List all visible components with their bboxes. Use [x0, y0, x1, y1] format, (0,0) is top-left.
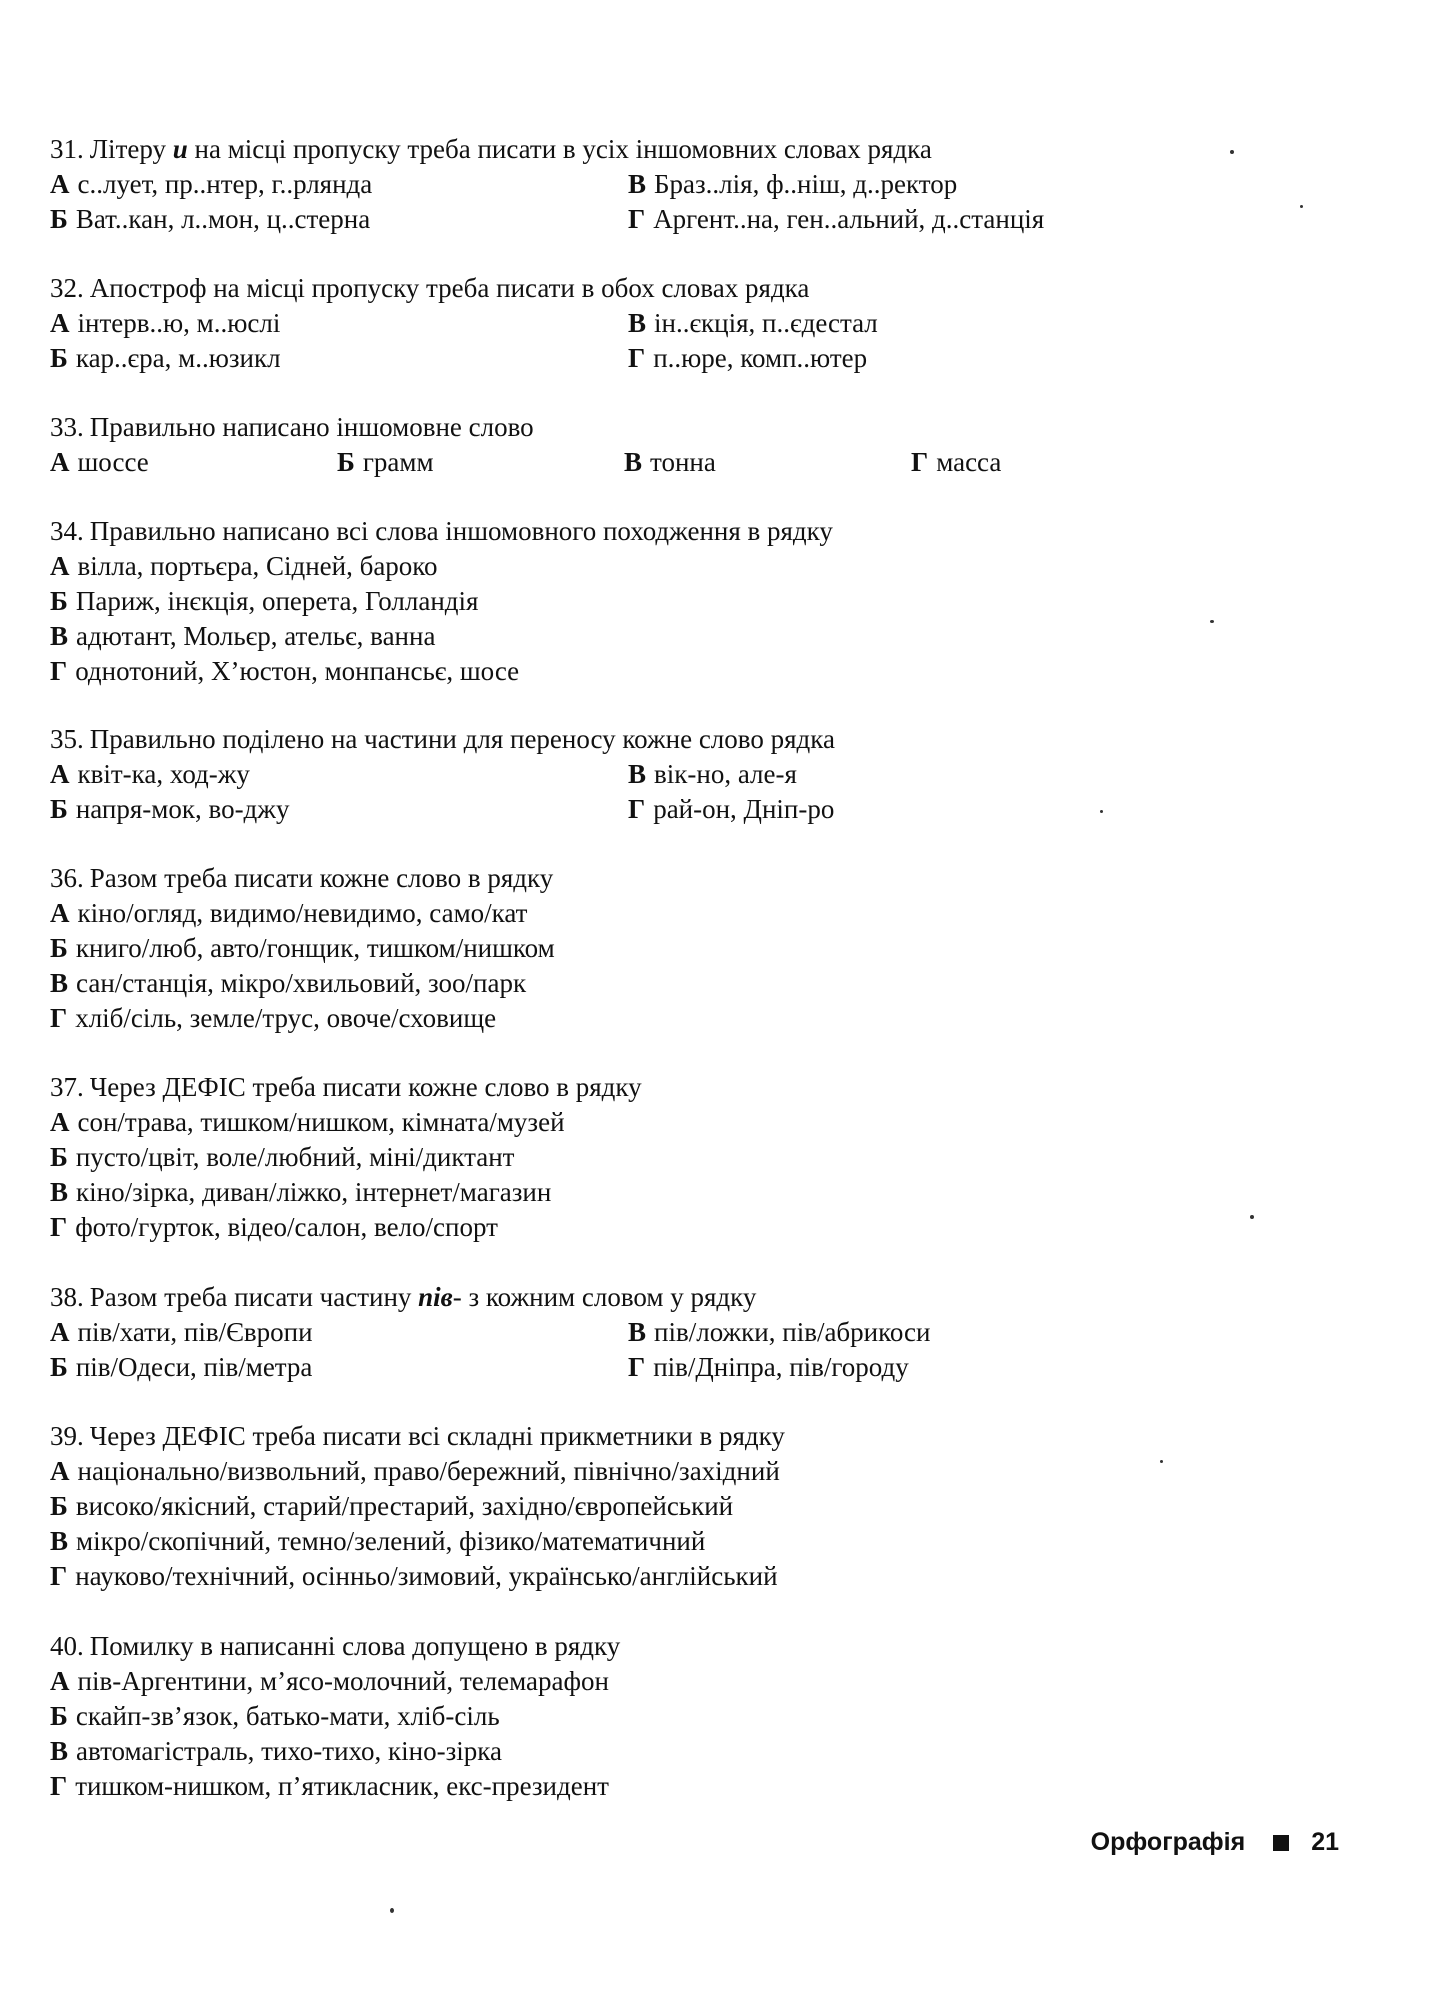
- question-number: 36.: [50, 863, 84, 893]
- question-40: [50, 1629, 1400, 1804]
- question-38: [50, 1280, 1400, 1385]
- answer-option: В тонна: [624, 447, 716, 477]
- answer-option: В вік-но, але-я: [628, 759, 797, 789]
- question-number: 33.: [50, 412, 84, 442]
- question-37: [50, 1070, 1400, 1245]
- question-number: 40.: [50, 1631, 84, 1661]
- square-bullet-icon: [1273, 1835, 1289, 1851]
- question-36: [50, 861, 1400, 1036]
- question-number: 32.: [50, 273, 84, 303]
- answer-option: А національно/визвольний, право/бережний, північно/західний: [50, 1456, 780, 1486]
- answer-option: Г масса: [911, 447, 1002, 477]
- question-stem: 32. Апостроф на місці пропуску треба писати в обох словах рядка: [50, 273, 810, 303]
- answer-option: А сон/трава, тишком/нишком, кімната/музей: [50, 1107, 565, 1137]
- answer-option: В адютант, Мольєр, ательє, ванна: [50, 621, 436, 651]
- question-39: [50, 1419, 1400, 1594]
- answer-option: Б пів/Одеси, пів/метра: [50, 1352, 313, 1382]
- answer-option: А кіно/огляд, видимо/невидимо, само/кат: [50, 898, 528, 928]
- answer-option: Б книго/люб, авто/гонщик, тишком/нишком: [50, 933, 555, 963]
- page-number: 21: [1311, 1828, 1339, 1856]
- question-number: 35.: [50, 724, 84, 754]
- question-stem: 37. Через ДЕФІС треба писати кожне слово в рядку: [50, 1072, 642, 1102]
- emphasized-prefix: пів: [418, 1282, 453, 1312]
- question-stem: 33. Правильно написано іншомовне слово: [50, 412, 534, 442]
- answer-option: Б скайп-зв’язок, батько-мати, хліб-сіль: [50, 1701, 500, 1731]
- answer-option: А пів-Аргентини, м’ясо-молочний, телемарафон: [50, 1666, 609, 1696]
- question-number: 34.: [50, 516, 84, 546]
- question-32: [50, 271, 1400, 376]
- answer-option: А вілла, портьєра, Сідней, бароко: [50, 551, 438, 581]
- question-stem: 39. Через ДЕФІС треба писати всі складні прикметники в рядку: [50, 1421, 785, 1451]
- question-number: 37.: [50, 1072, 84, 1102]
- section-title: Орфографія: [1090, 1828, 1246, 1856]
- answer-option: В мікро/скопічний, темно/зелений, фізико/математичний: [50, 1526, 706, 1556]
- question-stem: 34. Правильно написано всі слова іншомовного походження в рядку: [50, 516, 833, 546]
- answer-option: В Браз..лія, ф..ніш, д..ректор: [628, 169, 958, 199]
- answer-option: Б високо/якісний, старий/престарий, західно/європейський: [50, 1491, 734, 1521]
- answer-option: Б Ват..кан, л..мон, ц..стерна: [50, 204, 371, 234]
- question-34: [50, 514, 1400, 689]
- scan-speck: [1230, 150, 1234, 154]
- answer-option: Г Аргент..на, ген..альний, д..станція: [628, 204, 1045, 234]
- answer-option: Г хліб/сіль, земле/трус, овоче/сховище: [50, 1003, 497, 1033]
- answer-option: Г однотоний, Х’юстон, монпансьє, шосе: [50, 656, 520, 686]
- answer-option: Г рай-он, Дніп-ро: [628, 794, 835, 824]
- answer-option: А пів/хати, пів/Європи: [50, 1317, 313, 1347]
- answer-option: В автомагістраль, тихо-тихо, кіно-зірка: [50, 1736, 502, 1766]
- scan-speck: [1210, 620, 1214, 623]
- page-footer: [1091, 1828, 1339, 1857]
- scan-speck: [1100, 810, 1103, 813]
- answer-option: Г пів/Дніпра, пів/городу: [628, 1352, 909, 1382]
- scan-speck: [1250, 1215, 1254, 1219]
- answer-option: А квіт-ка, ход-жу: [50, 759, 250, 789]
- answer-option: А с..лует, пр..нтер, г..рлянда: [50, 169, 373, 199]
- answer-option: В ін..єкція, п..єдестал: [628, 308, 878, 338]
- answer-option: Г тишком-нишком, п’ятикласник, екс-президент: [50, 1771, 609, 1801]
- answer-option: Г фото/гурток, відео/салон, вело/спорт: [50, 1212, 498, 1242]
- answer-option: Б грамм: [337, 447, 434, 477]
- question-stem: 38. Разом треба писати частину пів- з кожним словом у рядку: [50, 1282, 757, 1312]
- answer-option: Г п..юре, комп..ютер: [628, 343, 868, 373]
- question-stem: 40. Помилку в написанні слова допущено в рядку: [50, 1631, 621, 1661]
- scan-speck: [1160, 1460, 1163, 1463]
- question-stem: 35. Правильно поділено на частини для переносу кожне слово рядка: [50, 724, 835, 754]
- question-number: 38.: [50, 1282, 84, 1312]
- answer-option: Г науково/технічний, осінньо/зимовий, українсько/англійський: [50, 1561, 778, 1591]
- question-stem: 31. Літеру и на місці пропуску треба писати в усіх іншомовних словах рядка: [50, 134, 932, 164]
- answer-option: Б Париж, інєкція, оперета, Голландія: [50, 586, 479, 616]
- question-33: [50, 410, 1400, 480]
- question-number: 31.: [50, 134, 84, 164]
- answer-option: В пів/ложки, пів/абрикоси: [628, 1317, 931, 1347]
- scan-speck: [1300, 205, 1303, 208]
- scan-speck: [390, 1908, 394, 1913]
- question-35: [50, 722, 1400, 827]
- answer-option: Б напря-мок, во-джу: [50, 794, 290, 824]
- answer-option: Б кар..єра, м..юзикл: [50, 343, 281, 373]
- answer-option: Б пусто/цвіт, воле/любний, міні/диктант: [50, 1142, 515, 1172]
- question-stem: 36. Разом треба писати кожне слово в рядку: [50, 863, 554, 893]
- answer-option: А шоссе: [50, 447, 149, 477]
- question-31: [50, 132, 1400, 237]
- answer-option: В кіно/зірка, диван/ліжко, інтернет/магазин: [50, 1177, 552, 1207]
- answer-option: А інтерв..ю, м..юслі: [50, 308, 281, 338]
- emphasized-letter: и: [172, 134, 188, 164]
- question-number: 39.: [50, 1421, 84, 1451]
- answer-option: В сан/станція, мікро/хвильовий, зоо/парк: [50, 968, 527, 998]
